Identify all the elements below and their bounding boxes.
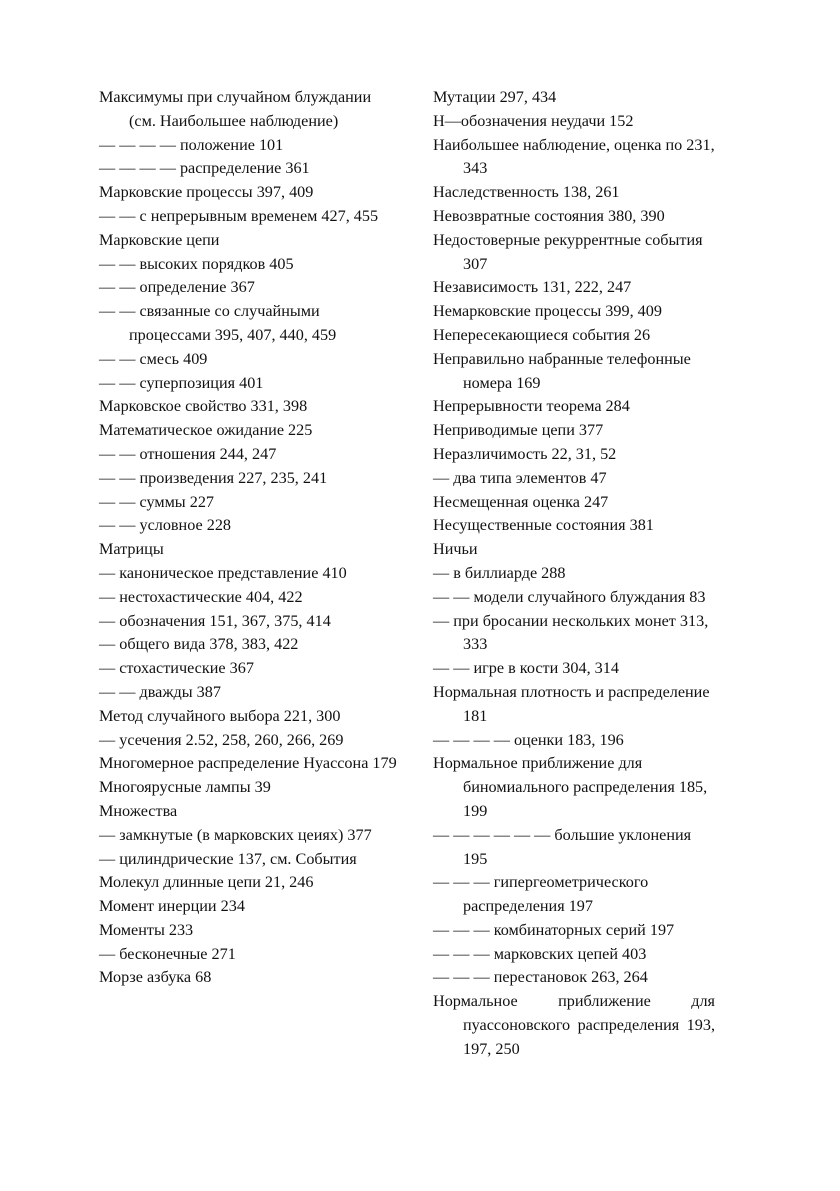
index-entry: Непрерывности теорема 284: [433, 397, 630, 416]
index-column-left: [99, 86, 399, 990]
index-entry: — — условное 228: [99, 516, 232, 535]
index-entry: Метод случайного выбора 221, 300: [99, 706, 341, 725]
index-entry: — — — — оценки 183, 196: [433, 730, 624, 749]
index-entry: — два типа элементов 47: [433, 468, 607, 487]
index-entry: — — отношения 244, 247: [99, 444, 277, 463]
index-entry: Многомерное распределение Нуассона 179: [99, 754, 397, 773]
index-entry: Независимость 131, 222, 247: [433, 278, 632, 297]
index-entry: Максимумы при случайном блуждании (см. Наибольшее наблюдение): [99, 88, 372, 130]
index-entry: Невозвратные состояния 380, 390: [433, 206, 665, 225]
index-entry: Ничьи: [433, 540, 478, 559]
index-entry: Момент инерции 234: [99, 897, 245, 916]
index-entry: Недостоверные рекуррентные события 307: [433, 230, 703, 273]
index-entry: — — суммы 227: [99, 492, 215, 511]
index-entry: — — — перестановок 263, 264: [433, 968, 648, 987]
index-entry: Мутации 297, 434: [433, 88, 557, 106]
index-entry: Марковские процессы 397, 409: [99, 183, 314, 202]
index-entry: Многоярусные лампы 39: [99, 778, 271, 797]
index-entry: Несмещенная оценка 247: [433, 492, 609, 511]
index-entry: — — смесь 409: [99, 349, 208, 368]
index-entry: — — — гипергеометрического распределения 197: [433, 873, 649, 916]
index-entry: Неправильно набранные телефонные номера 169: [433, 349, 691, 392]
index-entry: Непересекающиеся события 26: [433, 325, 651, 344]
index-entry: — — — комбинаторных серий 197: [433, 920, 675, 939]
index-column-right: [433, 86, 715, 1062]
index-entry: Нормальное приближение для биномиального распределения 185, 199: [433, 754, 708, 820]
index-entry: — — с непрерывным временем 427, 455: [99, 206, 379, 225]
index-entry: — — связанные со случайными процессами 395, 407, 440, 459: [99, 302, 337, 344]
index-entry: — обозначения 151, 367, 375, 414: [99, 611, 331, 630]
index-entry: Несущественные состояния 381: [433, 516, 654, 535]
index-entry: — — модели случайного блуждания 83: [433, 587, 706, 606]
index-entry: — — определение 367: [99, 278, 255, 297]
index-entry: Немарковские процессы 399, 409: [433, 302, 662, 321]
index-entry: — — суперпозиция 401: [99, 373, 264, 392]
index-entry: — общего вида 378, 383, 422: [99, 635, 299, 654]
index-entry: — — игре в кости 304, 314: [433, 659, 619, 678]
index-entry: — нестохастические 404, 422: [99, 587, 303, 606]
index-entry: — — — — распределение 361: [99, 159, 310, 178]
index-entry: Неразличимость 22, 31, 52: [433, 444, 617, 463]
index-entry: Марковские цепи: [99, 230, 220, 249]
index-entry: — бесконечные 271: [99, 944, 236, 963]
index-entry: — — — — — — большие уклонения 195: [433, 825, 692, 868]
index-entry: — — — — положение 101: [99, 135, 284, 154]
index-entry: Марковское свойство 331, 398: [99, 397, 308, 416]
index-entry: — цилиндрические 137, см. События: [99, 849, 357, 868]
index-entry: Нормальное приближение для пуассоновского распределения 193, 197, 250: [433, 992, 715, 1058]
index-entry: Матрицы: [99, 540, 164, 559]
index-entry: Неприводимые цепи 377: [433, 421, 604, 440]
index-entry: — — — марковских цепей 403: [433, 944, 647, 963]
index-entry: — — высоких порядков 405: [99, 254, 294, 273]
index-entry: — при бросании нескольких монет 313, 333: [433, 611, 709, 654]
index-entry: Наследственность 138, 261: [433, 183, 620, 202]
index-entry: — стохастические 367: [99, 659, 254, 678]
index-entry: Нормальная плотность и распределение 181: [433, 682, 710, 725]
index-entry: — замкнутые (в марковских цеиях) 377: [99, 825, 372, 844]
index-entry: Н—обозначения неудачи 152: [433, 111, 634, 130]
index-entry: — — дважды 387: [99, 682, 221, 701]
index-entry: Молекул длинные цепи 21, 246: [99, 873, 314, 892]
index-entry: Множества: [99, 801, 178, 820]
index-entry: Наибольшее наблюдение, оценка по 231, 343: [433, 135, 715, 178]
index-entry: — усечения 2.52, 258, 260, 266, 269: [99, 730, 344, 749]
index-entry: Математическое ожидание 225: [99, 421, 313, 440]
index-entry: Морзе азбука 68: [99, 968, 212, 987]
index-entry: — в биллиарде 288: [433, 563, 566, 582]
index-entry: — каноническое представление 410: [99, 563, 347, 582]
index-entry: — — произведения 227, 235, 241: [99, 468, 328, 487]
index-entry: Моменты 233: [99, 920, 194, 939]
